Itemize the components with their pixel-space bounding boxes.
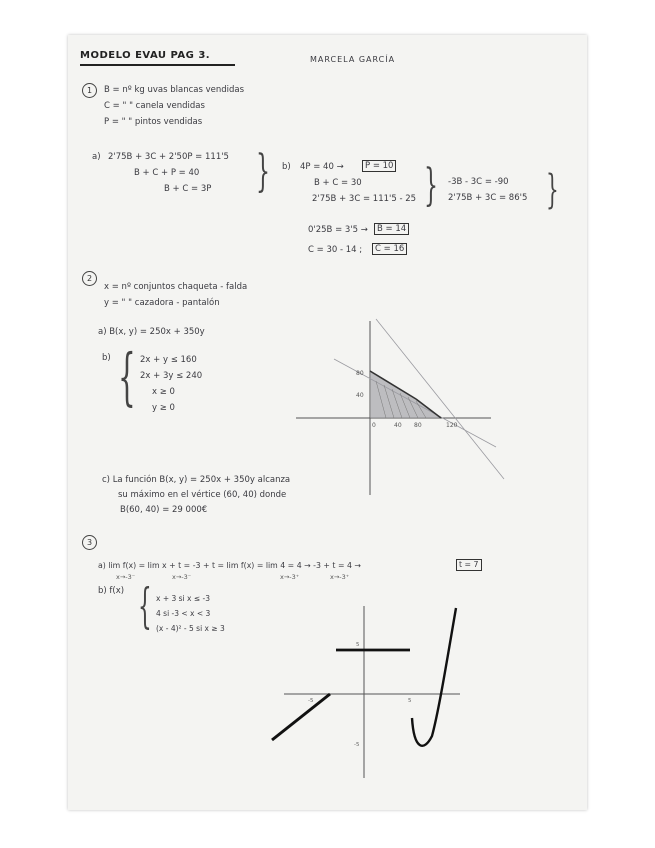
ex2-part-c-line-2: su máximo en el vértice (60, 40) donde (118, 490, 287, 500)
x-tick-80: 80 (414, 422, 422, 429)
ex2-part-c-line-3: B(60, 40) = 29 000€ (120, 505, 208, 515)
ex3-limit-sub-3: x→-3⁺ (280, 573, 300, 581)
ex2-def-x: x = nº conjuntos chaqueta - falda (104, 282, 248, 292)
feasible-region-graph (296, 319, 526, 499)
ex1-elim-line-1: -3B - 3C = -90 (448, 177, 509, 187)
author-name: MARCELA GARCÍA (310, 55, 396, 64)
ex1-system-eq-1: 2'75B + 3C + 2'50P = 111'5 (108, 152, 229, 162)
constraint-4: y ≥ 0 (152, 403, 175, 413)
ex3-limit-line: a) lim f(x) = lim x + t = -3 + t = lim f(x) = lim 4 = 4 → -3 + t = 4 → (98, 561, 361, 570)
ex3-part-b-label: b) f(x) (98, 586, 125, 596)
piecewise-case-2: 4 si -3 < x < 3 (156, 609, 211, 618)
y-tick-5: 5 (356, 642, 360, 648)
constraint-1: 2x + y ≤ 160 (140, 355, 197, 365)
segment-parabola (412, 608, 456, 746)
x-tick-120: 120 (446, 422, 458, 429)
x-tick-40: 40 (394, 422, 402, 429)
constraint-2: 2x + 3y ≤ 240 (140, 371, 203, 381)
ex1-def-p: P = " " pintos vendidas (104, 117, 203, 127)
ex3-limit-sub-1: x→-3⁻ (116, 573, 136, 581)
exercise-3-number: 3 (82, 535, 97, 550)
ex1-system-eq-3: B + C = 3P (164, 184, 212, 194)
ex1-b-result: B = 14 (374, 223, 409, 235)
ex2-part-b-label: b) (102, 353, 111, 363)
ex1-def-b: B = nº kg uvas blancas vendidas (104, 85, 245, 95)
y-tick-neg5: -5 (354, 742, 360, 748)
title-underline (80, 64, 235, 66)
piecewise-graph (264, 600, 484, 780)
elimination-brace-right: } (424, 160, 438, 211)
ex1-part-b-label: b) (282, 162, 291, 172)
ex1-elim-line-2: 2'75B + 3C = 86'5 (448, 193, 528, 203)
ex1-solve-line-3: 2'75B + 3C = 111'5 - 25 (312, 194, 417, 204)
ex2-part-c-line-1: c) La función B(x, y) = 250x + 350y alcanza (102, 475, 291, 485)
constraint-3: x ≥ 0 (152, 387, 175, 397)
ex1-c-line: C = 30 - 14 ; (308, 245, 363, 255)
constraints-brace-left: { (118, 340, 136, 413)
system-brace-right: } (256, 146, 270, 197)
ex1-solve-line-2: B + C = 30 (314, 178, 362, 188)
y-tick-40: 40 (356, 392, 364, 399)
page-title: MODELO EVAU PAG 3. (80, 50, 211, 61)
segment-linear (272, 694, 330, 740)
ex1-c-result: C = 16 (372, 243, 407, 255)
elimination-brace-2: } (546, 167, 559, 213)
ex1-p-result: P = 10 (362, 160, 396, 172)
exercise-1-number: 1 (82, 83, 97, 98)
x-tick-neg5: -5 (308, 698, 314, 704)
piecewise-case-1: x + 3 si x ≤ -3 (156, 594, 210, 603)
notebook-sheet (68, 35, 587, 810)
piecewise-brace-left: { (138, 578, 152, 634)
ex1-system-eq-2: B + C + P = 40 (134, 168, 200, 178)
x-tick-0: 0 (372, 422, 376, 429)
x-tick-5: 5 (408, 698, 412, 704)
y-tick-80: 80 (356, 370, 364, 377)
ex1-b-line: 0'25B = 3'5 → (308, 225, 368, 235)
exercise-2-number: 2 (82, 271, 97, 286)
ex3-limit-result: t = 7 (456, 559, 482, 571)
ex1-def-c: C = " " canela vendidas (104, 101, 205, 111)
ex2-part-a: a) B(x, y) = 250x + 350y (98, 327, 205, 337)
ex2-def-y: y = " " cazadora - pantalón (104, 298, 220, 308)
ex1-solve-line-1: 4P = 40 → (300, 162, 344, 172)
ex1-part-a-label: a) (92, 152, 101, 162)
ex3-limit-sub-2: x→-3⁻ (172, 573, 192, 581)
ex3-limit-sub-4: x→-3⁺ (330, 573, 350, 581)
piecewise-case-3: (x - 4)² - 5 si x ≥ 3 (156, 624, 225, 633)
